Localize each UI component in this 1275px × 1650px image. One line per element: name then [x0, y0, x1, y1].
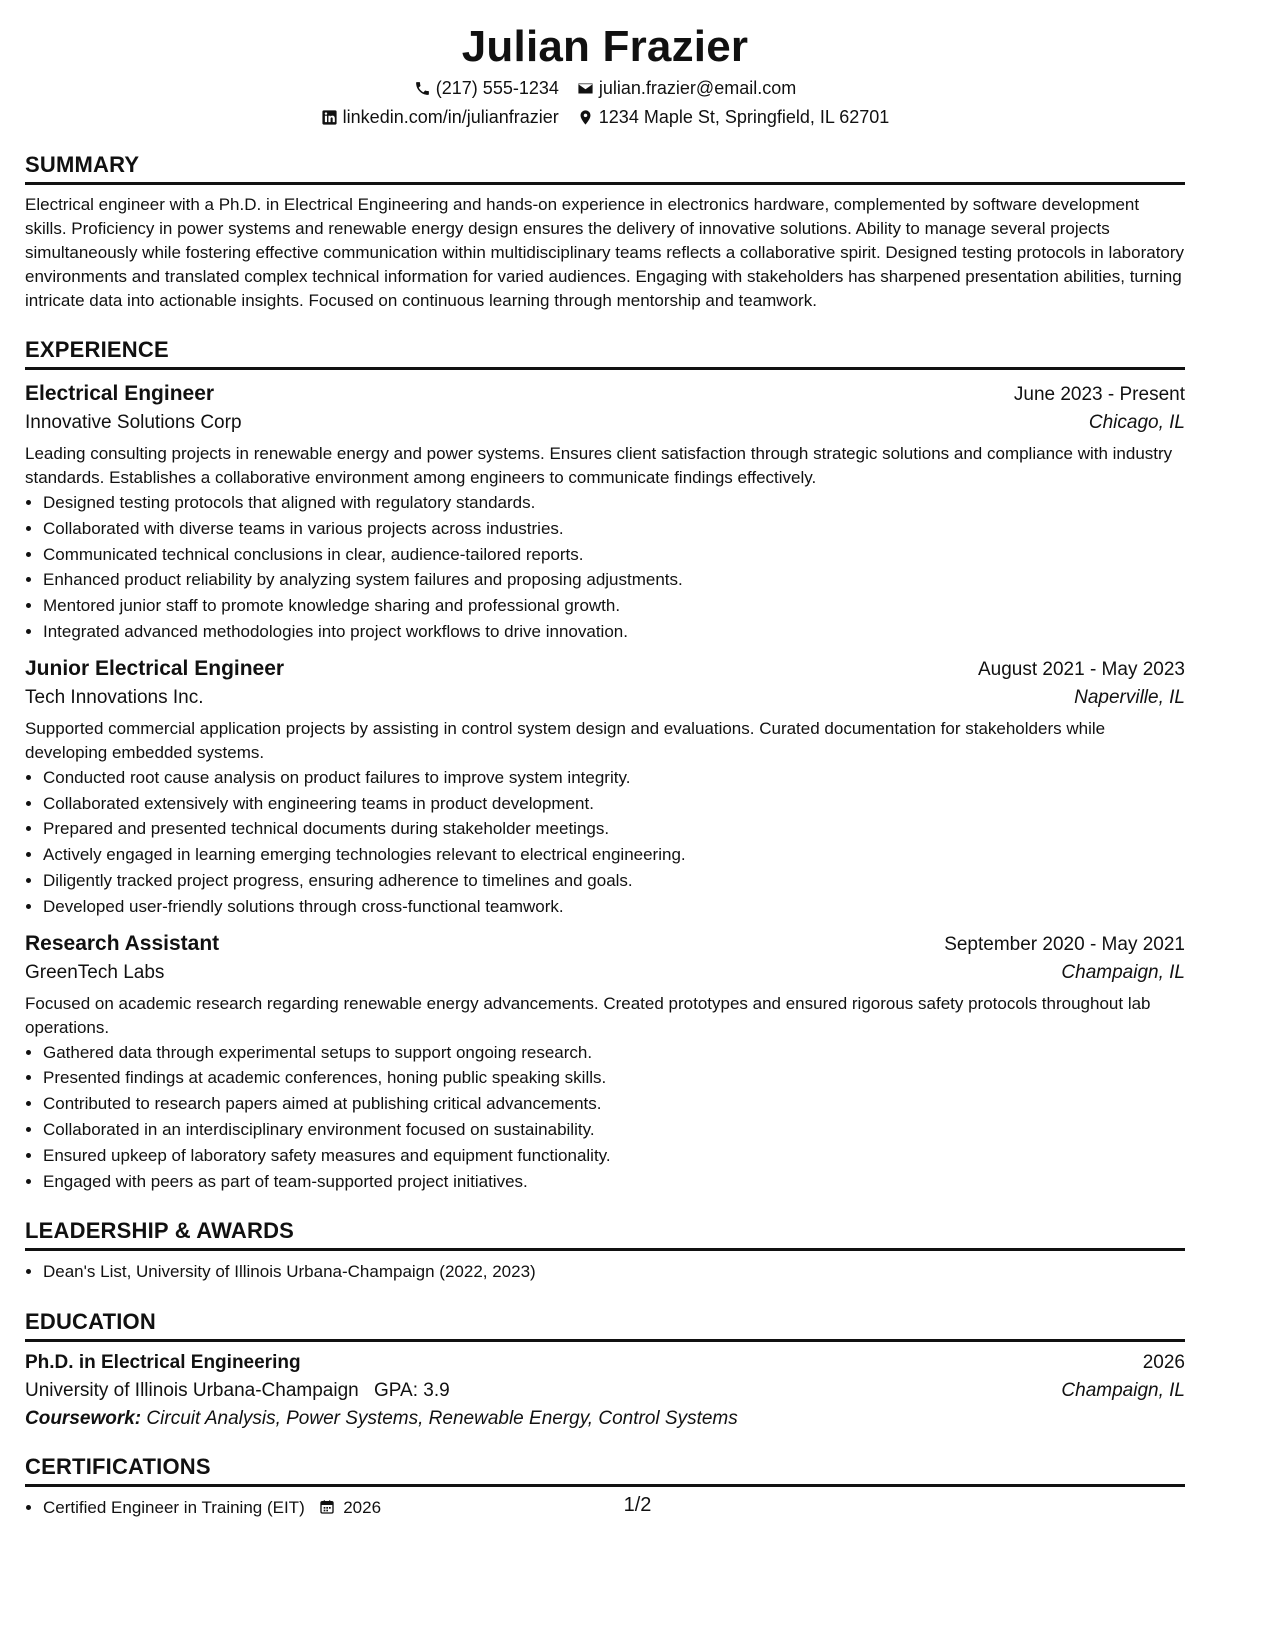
- home-address: 1234 Maple St, Springfield, IL 62701: [598, 107, 890, 127]
- contact-row-2: [25, 107, 1185, 128]
- experience-heading: EXPERIENCE: [25, 337, 1185, 370]
- job-bullet: • Designed testing protocols that aligned with regulatory standards.: [43, 490, 1185, 516]
- certification-year: 2026: [343, 1498, 382, 1518]
- coursework: [25, 1408, 1185, 1430]
- job-entry: [25, 932, 1185, 1195]
- job-bullet: • Collaborated in an interdisciplinary environment focused on sustainability.: [43, 1117, 1185, 1143]
- job-bullet: • Integrated advanced methodologies into project workflows to drive innovation.: [43, 619, 1185, 645]
- job-bullet: • Communicated technical conclusions in clear, audience-tailored reports.: [43, 542, 1185, 568]
- job-dates: August 2021 - May 2023: [977, 658, 1185, 680]
- summary-text: Electrical engineer with a Ph.D. in Electrical Engineering and hands-on experience in electronics hardware, complemented by software development skills. Proficiency in power systems and renewable energy design ensures the delivery of innovative solutions. Ability to manage several projects simultaneously while fostering effective communication within multidisciplinary teams reflects a collaborative spirit. Designed testing protocols in laboratory environments and translated complex technical information for varied audiences. Engaging with stakeholders has sharpened presentation abilities, turning intricate data into actionable insights. Focused on continuous learning through mentorship and teamwork.: [25, 195, 1185, 310]
- linkedin-contact[interactable]: [321, 107, 559, 128]
- degree-title: Ph.D. in Electrical Engineering: [25, 1352, 301, 1374]
- gpa: GPA: 3.9: [373, 1380, 450, 1402]
- phone-icon: [414, 80, 431, 97]
- company-name: Innovative Solutions Corp: [25, 412, 242, 433]
- education-entry: [25, 1352, 1185, 1430]
- job-title: Junior Electrical Engineer: [25, 656, 285, 680]
- job-location: Naperville, IL: [1074, 686, 1185, 708]
- candidate-name: Julian Frazier: [461, 22, 749, 71]
- envelope-icon: [577, 80, 594, 97]
- email-address[interactable]: julian.frazier@email.com: [598, 78, 797, 98]
- phone-number: (217) 555-1234: [435, 78, 559, 98]
- resume-page: [25, 0, 1185, 1521]
- job-entry: [25, 657, 1185, 920]
- company-name: GreenTech Labs: [25, 961, 165, 983]
- job-bullet: • Diligently tracked project progress, ensuring adherence to timelines and goals.: [43, 868, 1185, 894]
- address-contact: [577, 107, 890, 128]
- job-entry: [25, 382, 1185, 645]
- certifications-heading: CERTIFICATIONS: [25, 1454, 1185, 1487]
- job-bullets: [25, 1040, 1185, 1195]
- job-bullet: • Contributed to research papers aimed at publishing critical advancements.: [43, 1091, 1185, 1117]
- job-dates: June 2023 - Present: [1013, 384, 1185, 405]
- leadership-heading: LEADERSHIP & AWARDS: [25, 1218, 1185, 1251]
- job-bullet: • Developed user-friendly solutions through cross-functional teamwork.: [43, 894, 1185, 920]
- job-bullet: • Ensured upkeep of laboratory safety measures and equipment functionality.: [43, 1143, 1185, 1169]
- linkedin-url[interactable]: linkedin.com/in/julianfrazier: [342, 107, 559, 127]
- phone-contact: [414, 78, 559, 99]
- job-location: Champaign, IL: [1061, 961, 1185, 983]
- job-bullet: • Prepared and presented technical documents during stakeholder meetings.: [43, 816, 1185, 842]
- graduation-year: 2026: [1142, 1352, 1185, 1374]
- job-bullet: • Collaborated with diverse teams in various projects across industries.: [43, 516, 1185, 542]
- certification-name: Certified Engineer in Training (EIT): [43, 1498, 305, 1518]
- company-name: Tech Innovations Inc.: [25, 686, 204, 708]
- education-heading: EDUCATION: [25, 1309, 1185, 1342]
- job-bullet: • Presented findings at academic conferences, honing public speaking skills.: [43, 1065, 1185, 1091]
- job-title: Electrical Engineer: [25, 382, 215, 405]
- job-bullets: [25, 490, 1185, 645]
- coursework-list: Circuit Analysis, Power Systems, Renewable Energy, Control Systems: [146, 1408, 738, 1430]
- job-bullet: • Engaged with peers as part of team-supported project initiatives.: [43, 1169, 1185, 1195]
- job-bullet: • Collaborated extensively with engineering teams in product development.: [43, 791, 1185, 817]
- job-description: Leading consulting projects in renewable energy and power systems. Ensures client satisfaction through strategic solutions and compliance with industry standards. Establishes a collaborative environment among engineers to communicate findings effectively.: [25, 444, 1173, 487]
- job-bullet: • Gathered data through experimental setups to support ongoing research.: [43, 1040, 1185, 1066]
- job-bullet: • Mentored junior staff to promote knowledge sharing and professional growth.: [43, 593, 1185, 619]
- linkedin-icon: [321, 109, 338, 126]
- contact-row-1: [25, 78, 1185, 99]
- job-description: Focused on academic research regarding renewable energy advancements. Created prototypes and ensured rigorous safety protocols throughout lab operations.: [25, 993, 1151, 1037]
- school-location: Champaign, IL: [1061, 1380, 1185, 1402]
- email-contact[interactable]: [577, 78, 796, 99]
- school-name: University of Illinois Urbana-Champaign: [25, 1380, 359, 1402]
- job-title: Research Assistant: [25, 931, 220, 955]
- job-dates: September 2020 - May 2021: [944, 933, 1185, 955]
- coursework-label: Coursework:: [25, 1408, 142, 1430]
- job-bullet: • Conducted root cause analysis on product failures to improve system integrity.: [43, 765, 1185, 791]
- award-item: • Dean's List, University of Illinois Urbana-Champaign (2022, 2023): [43, 1259, 1185, 1285]
- job-bullets: [25, 765, 1185, 920]
- leadership-list: [25, 1259, 1185, 1285]
- page-number: 1/2: [623, 1494, 652, 1516]
- job-bullet: • Actively engaged in learning emerging technologies relevant to electrical engineering.: [43, 842, 1185, 868]
- job-description: Supported commercial application projects by assisting in control system design and evaluations. Curated documentation for stakeholders while developing embedded systems.: [25, 718, 1106, 762]
- summary-heading: SUMMARY: [25, 152, 1185, 185]
- job-bullet: • Enhanced product reliability by analyzing system failures and proposing adjustments.: [43, 567, 1185, 593]
- school-info: [25, 1380, 450, 1402]
- map-pin-icon: [577, 109, 594, 126]
- job-location: Chicago, IL: [1088, 412, 1185, 433]
